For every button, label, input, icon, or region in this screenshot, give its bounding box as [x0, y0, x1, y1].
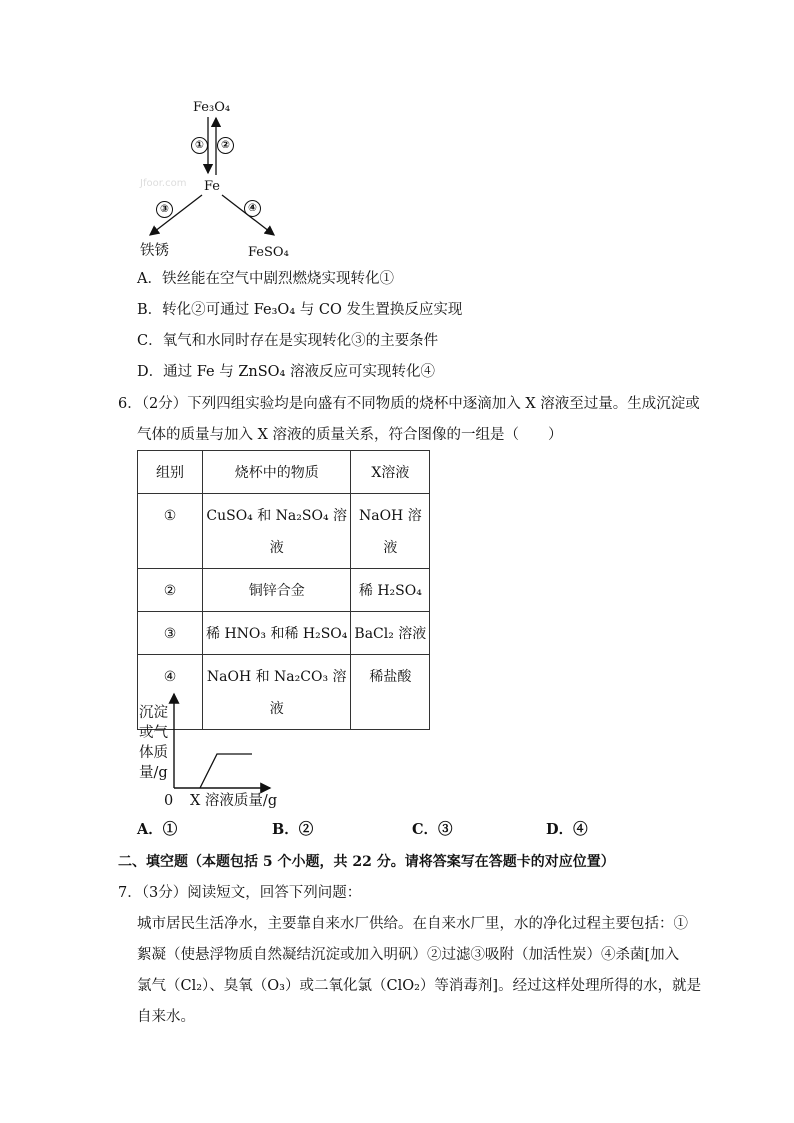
cell-group: ① [138, 494, 203, 569]
cell-group: ④ [138, 655, 203, 730]
cell-x: 稀 H₂SO₄ [351, 569, 430, 612]
q6-option-a: A．① [137, 821, 178, 838]
table-row [138, 612, 430, 655]
cell-beaker: 铜锌合金 [203, 569, 351, 612]
label-2: ② [216, 135, 235, 155]
q5-option-a: A．铁丝能在空气中剧烈燃烧实现转化① [137, 271, 394, 287]
label-1: ① [190, 135, 209, 155]
q6-option-b: B．② [272, 821, 314, 838]
graph-x-label: X 溶液质量/g [190, 793, 278, 809]
q6-table [137, 450, 430, 730]
q5-option-b: B．转化②可通过 Fe₃O₄ 与 CO 发生置换反应实现 [137, 302, 463, 318]
q7-para-line2: 絮凝（使悬浮物质自然凝结沉淀或加入明矾）②过滤③吸附（加活性炭）④杀菌[加入 [137, 947, 680, 963]
q6-stem-line1: 6．（2分）下列四组实验均是向盛有不同物质的烧杯中逐滴加入 X 溶液至过量。生成沉淀或 [118, 396, 700, 412]
cell-x: NaOH 溶 液 [351, 494, 430, 569]
q6-option-c: C．③ [412, 821, 453, 838]
section2-title: 二、填空题（本题包括 5 个小题，共 22 分。请将答案写在答题卡的对应位置） [118, 854, 615, 870]
header-beaker: 烧杯中的物质 [203, 451, 351, 494]
cell-group: ② [138, 569, 203, 612]
node-fe: Fe [204, 179, 221, 194]
graph-curve [200, 754, 252, 788]
node-feso4: FeSO₄ [248, 245, 289, 260]
watermark: Jfoor.com [140, 178, 187, 189]
cell-x: 稀盐酸 [351, 655, 430, 730]
cell-beaker: 稀 HNO₃ 和稀 H₂SO₄ [203, 612, 351, 655]
cell-group: ③ [138, 612, 203, 655]
q5-option-c: C．氧气和水同时存在是实现转化③的主要条件 [137, 333, 439, 349]
q7-para-line4: 自来水。 [137, 1009, 195, 1025]
table-row [138, 569, 430, 612]
label-3: ③ [155, 199, 174, 219]
q7-para-line3: 氯气（Cl₂）、臭氧（O₃）或二氧化氯（ClO₂）等消毒剂]。经过这样处理所得的水，就是 [137, 978, 702, 994]
q7-para-line1: 城市居民生活净水，主要靠自来水厂供给。在自来水厂里，水的净化过程主要包括：① [137, 916, 688, 932]
cell-beaker: NaOH 和 Na₂CO₃ 溶 液 [203, 655, 351, 730]
q7-intro: 7．（3分）阅读短文，回答下列问题： [118, 885, 362, 901]
q6-option-d: D．④ [546, 821, 588, 838]
q6-stem-line2: 气体的质量与加入 X 溶液的质量关系，符合图像的一组是（ ） [137, 427, 563, 443]
header-x: X溶液 [351, 451, 430, 494]
graph-y-label: 沉淀 或气 体质 量/g [139, 705, 168, 781]
cell-x: BaCl₂ 溶液 [351, 612, 430, 655]
graph-origin: 0 [164, 793, 174, 809]
q6-graph [160, 690, 280, 800]
header-group: 组别 [138, 451, 203, 494]
label-4: ④ [243, 198, 262, 218]
table-header-row [138, 451, 430, 494]
table-row [138, 494, 430, 569]
q5-option-d: D．通过 Fe 与 ZnSO₄ 溶液反应可实现转化④ [137, 364, 435, 380]
node-fe3o4: Fe₃O₄ [193, 100, 231, 115]
cell-beaker: CuSO₄ 和 Na₂SO₄ 溶 液 [203, 494, 351, 569]
node-rust: 铁锈 [140, 243, 169, 259]
